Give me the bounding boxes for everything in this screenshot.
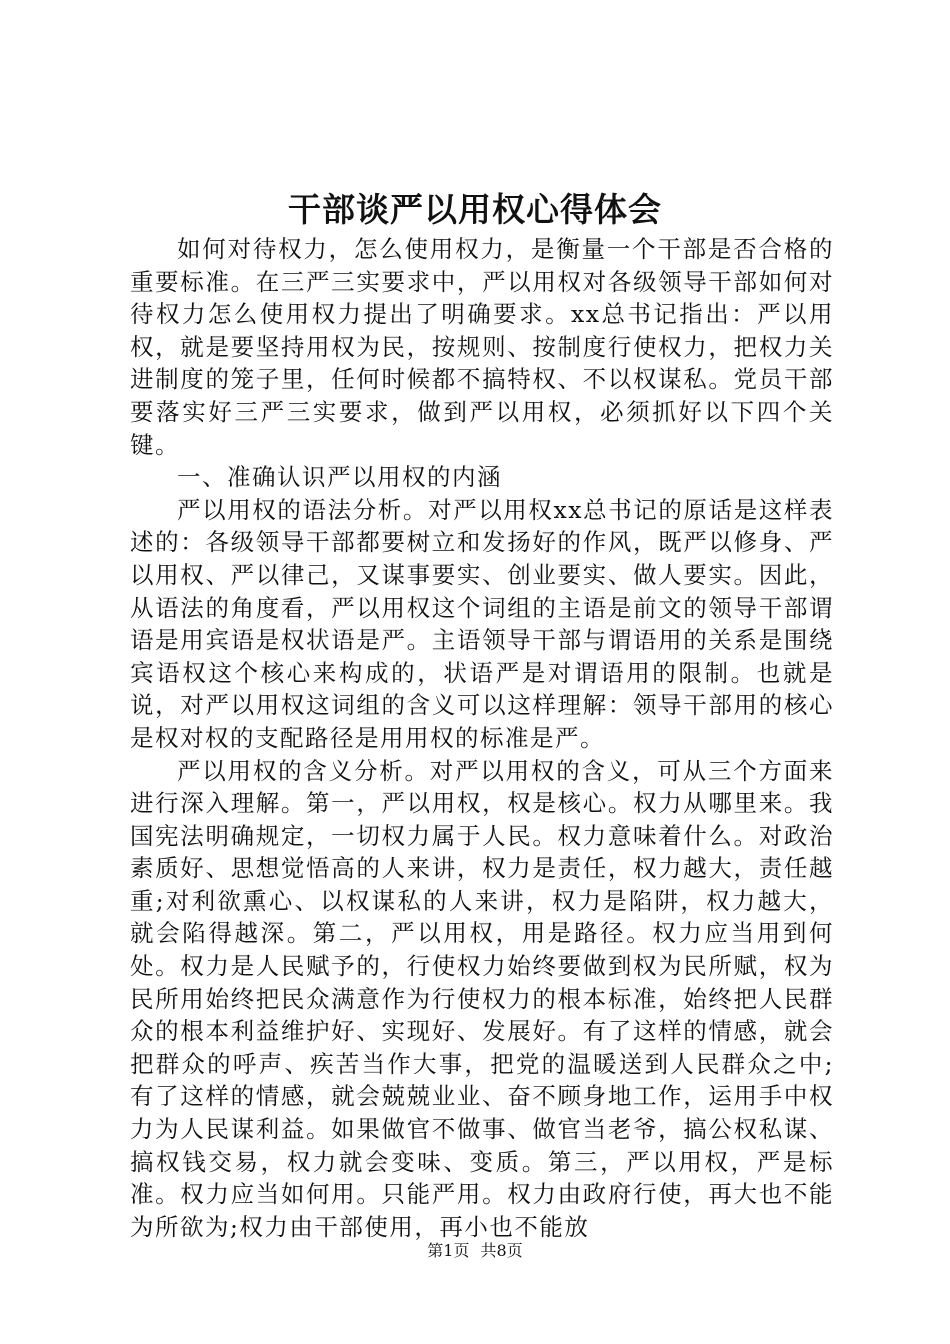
document-body xyxy=(130,233,834,1243)
document-title: 干部谈严以用权心得体会 xyxy=(288,190,662,229)
body-paragraph: 如何对待权力，怎么使用权力，是衡量一个干部是否合格的重要标准。在三严三实要求中，严以用权对各级领导干部如何对待权力怎么使用权力提出了明确要求。xx总书记指出：严以用权，就是要坚持用权为民，按规则、按制度行使权力，把权力关进制度的笼子里，任何时候都不搞特权、不以权谋私。党员干部要落实好三严三实要求，做到严以用权，必须抓好以下四个关键。 xyxy=(130,235,834,459)
body-paragraph: 严以用权的语法分析。对严以用权xx总书记的原话是这样表述的：各级领导干部都要树立和发扬好的作风，既严以修身、严以用权、严以律己，又谋事要实、创业要实、做人要实。因此，从语法的角度看，严以用权这个词组的主语是前文的领导干部谓语是用宾语是权状语是严。主语领导干部与谓语用的关系是围绕宾语权这个核心来构成的，状语严是对谓语用的限制。也就是说，对严以用权这词组的含义可以这样理解：领导干部用的核心是权对权的支配路径是用用权的标准是严。 xyxy=(130,495,834,752)
section-heading: 一、准确认识严以用权的内涵 xyxy=(177,463,502,492)
page-number-footer: 第1页 共8页 xyxy=(427,1241,523,1260)
body-paragraph: 严以用权的含义分析。对严以用权的含义，可从三个方面来进行深入理解。第一，严以用权，权是核心。权力从哪里来。我国宪法明确规定，一切权力属于人民。权力意味着什么。对政治素质好、思想觉悟高的人来讲，权力是责任，权力越大，责任越重;对利欲熏心、以权谋私的人来讲，权力是陷阱，权力越大，就会陷得越深。第二，严以用权，用是路径。权力应当用到何处。权力是人民赋予的，行使权力始终要做到权为民所赋，权为民所用始终把民众满意作为行使权力的根本标准，始终把人民群众的根本利益维护好、实现好、发展好。有了这样的情感，就会把群众的呼声、疾苦当作大事，把党的温暖送到人民群众之中;有了这样的情感，就会兢兢业业、奋不顾身地工作，运用手中权力为人民谋利益。如果做官不做事、做官当老爷，搞公权私谋、搞权钱交易，权力就会变味、变质。第三，严以用权，严是标准。权力应当如何用。只能严用。权力由政府行使，再大也不能为所欲为;权力由干部使用，再小也不能放 xyxy=(130,756,834,1241)
